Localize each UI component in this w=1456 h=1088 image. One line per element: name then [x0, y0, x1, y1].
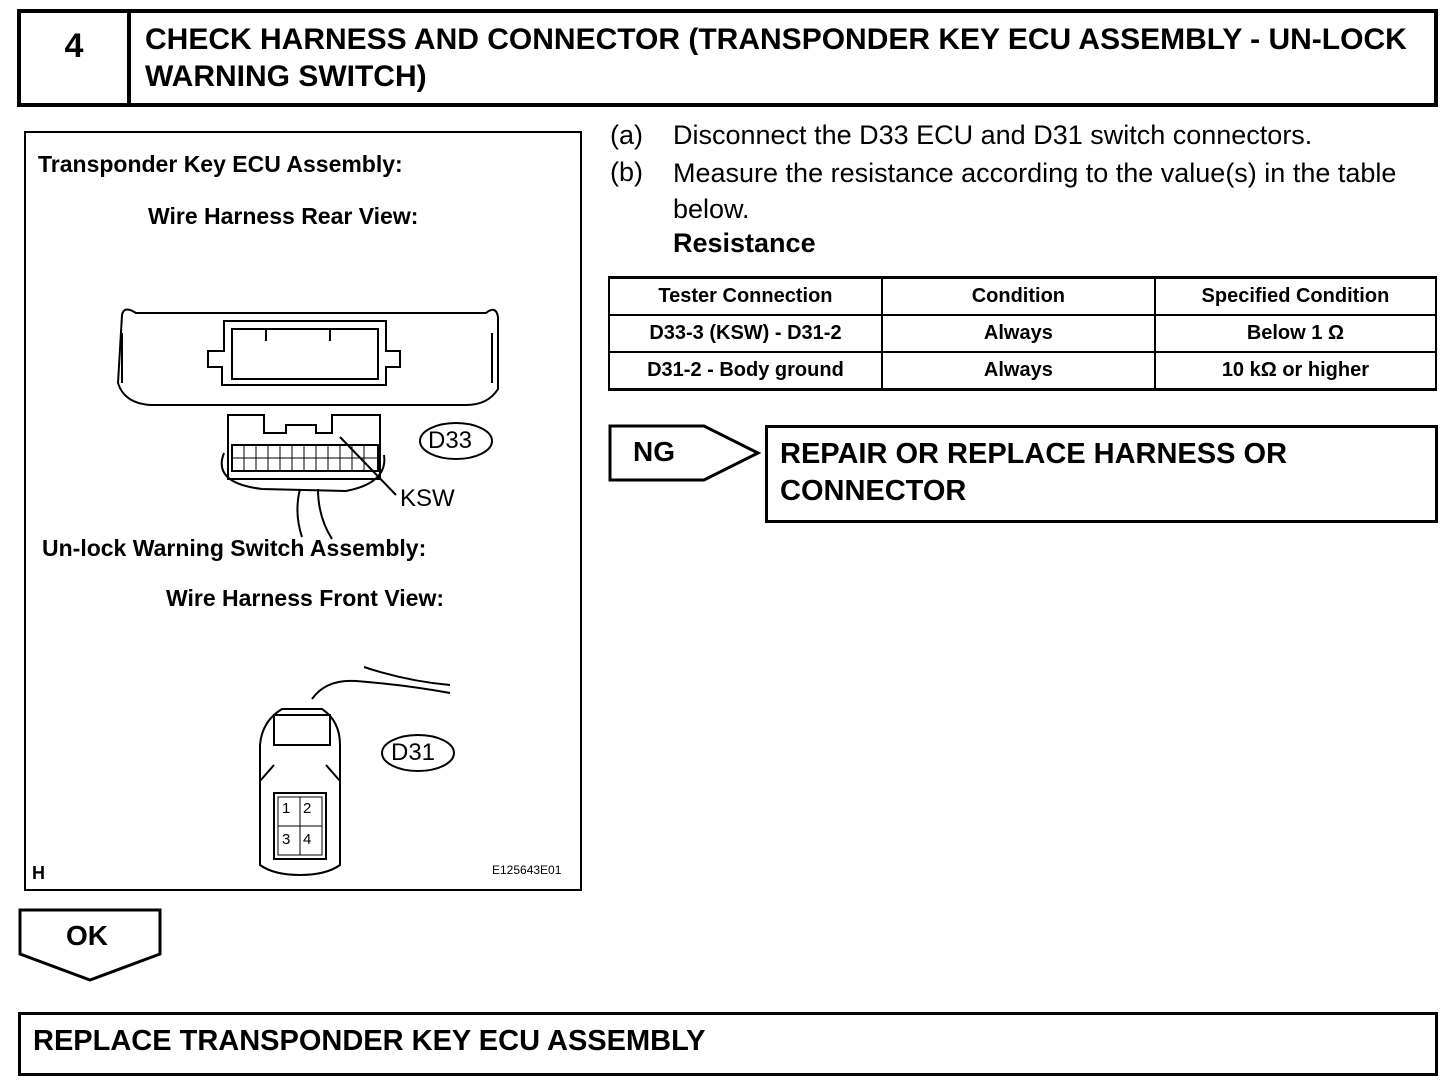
- table-header: Tester Connection: [609, 278, 882, 316]
- table-row: [609, 315, 1436, 352]
- table-cell: Below 1 Ω: [1155, 315, 1436, 352]
- table-cell: Always: [882, 352, 1155, 390]
- d31-callout: D31: [391, 739, 436, 766]
- pin-1: 1: [282, 800, 291, 817]
- corner-mark: H: [32, 863, 45, 883]
- switch-assembly-label: Un-lock Warning Switch Assembly:: [42, 535, 427, 561]
- ksw-callout: KSW: [400, 485, 455, 512]
- step-header: [17, 9, 1438, 107]
- pin-3: 3: [282, 831, 291, 848]
- table-title: Resistance: [673, 228, 816, 258]
- d33-callout: D33: [428, 427, 473, 454]
- step-number: 4: [21, 13, 131, 103]
- table-cell: 10 kΩ or higher: [1155, 352, 1436, 390]
- pin-4: 4: [303, 831, 312, 848]
- ng-action-box: [765, 425, 1438, 523]
- table-cell: Always: [882, 315, 1155, 352]
- table-header: Condition: [882, 278, 1155, 316]
- step-a-text: Disconnect the D33 ECU and D31 switch connectors.: [673, 120, 1313, 150]
- ng-arrow-badge: [608, 424, 764, 482]
- ok-label: OK: [66, 920, 108, 951]
- table-header-row: [609, 278, 1436, 316]
- table-cell: D31-2 - Body ground: [609, 352, 882, 390]
- ok-action-box: [18, 1012, 1438, 1076]
- ecu-body-outline: [118, 309, 498, 405]
- ok-action-text: REPLACE TRANSPONDER KEY ECU ASSEMBLY: [33, 1025, 706, 1057]
- connector-figure: [24, 131, 582, 891]
- table-header: Specified Condition: [1155, 278, 1436, 316]
- resistance-table: [608, 276, 1437, 391]
- step-b-letter: (b): [610, 157, 643, 187]
- table-cell: D33-3 (KSW) - D31-2: [609, 315, 882, 352]
- figure-id: E125643E01: [492, 863, 562, 877]
- pin-2: 2: [303, 800, 312, 817]
- ng-label: NG: [633, 436, 675, 467]
- step-a-letter: (a): [610, 120, 643, 150]
- ng-action-text: REPAIR OR REPLACE HARNESS OR CONNECTOR: [780, 438, 1288, 507]
- table-row: [609, 352, 1436, 390]
- step-b-text: Measure the resistance according to the value(s) in the table below.: [673, 158, 1397, 224]
- switch-view-label: Wire Harness Front View:: [166, 585, 444, 611]
- ecu-socket: [208, 321, 400, 385]
- connector-drawing: [26, 133, 580, 889]
- step-title: CHECK HARNESS AND CONNECTOR (TRANSPONDER KEY ECU ASSEMBLY - UN-LOCK WARNING SWITCH): [145, 23, 1407, 93]
- ecu-view-label: Wire Harness Rear View:: [148, 203, 419, 229]
- ecu-assembly-label: Transponder Key ECU Assembly:: [38, 151, 403, 177]
